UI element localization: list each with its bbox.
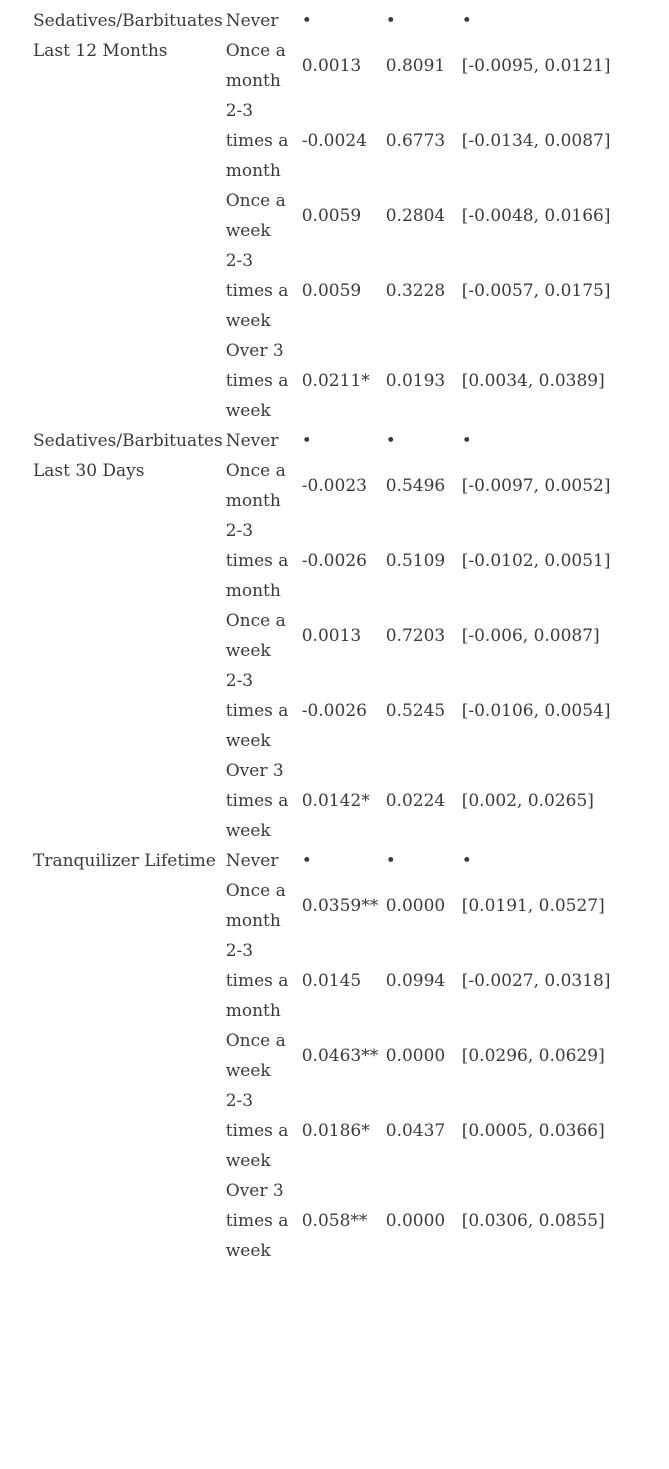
confidence-interval-cell: [-0.0027, 0.0318]: [461, 971, 611, 991]
coefficient-cell: •: [301, 851, 312, 871]
coefficient-cell: 0.0145: [301, 971, 362, 991]
level-cell: Once a week: [225, 191, 286, 241]
p-value-cell: 0.0437: [385, 1121, 446, 1141]
level-cell: Once a month: [225, 881, 286, 931]
coefficient-cell: 0.0059: [301, 206, 362, 226]
confidence-interval-cell: [-0.0134, 0.0087]: [461, 131, 611, 151]
p-value-cell: 0.0994: [385, 971, 446, 991]
confidence-interval-cell: [0.0296, 0.0629]: [461, 1046, 605, 1066]
coefficient-cell: 0.0142*: [301, 791, 370, 811]
p-value-cell: 0.8091: [385, 56, 446, 76]
p-value-cell: 0.0224: [385, 791, 446, 811]
p-value-cell: •: [385, 431, 396, 451]
confidence-interval-cell: [-0.0106, 0.0054]: [461, 701, 611, 721]
confidence-interval-cell: [-0.0095, 0.0121]: [461, 56, 611, 76]
level-cell: 2-3 times a week: [225, 251, 289, 331]
level-cell: 2-3 times a month: [225, 101, 289, 181]
level-cell: 2-3 times a week: [225, 1091, 289, 1171]
confidence-interval-cell: •: [461, 851, 472, 871]
level-cell: 2-3 times a month: [225, 941, 289, 1021]
p-value-cell: •: [385, 11, 396, 31]
p-value-cell: 0.7203: [385, 626, 446, 646]
variable-name: Tranquilizer Lifetime: [33, 851, 216, 871]
level-cell: Once a week: [225, 1031, 286, 1081]
p-value-cell: 0.0193: [385, 371, 446, 391]
p-value-cell: 0.5109: [385, 551, 446, 571]
variable-name: Sedatives/Barbituates Last 12 Months: [33, 11, 223, 61]
coefficient-cell: -0.0024: [301, 131, 367, 151]
confidence-interval-cell: •: [461, 11, 472, 31]
coefficient-cell: •: [301, 431, 312, 451]
level-cell: Once a month: [225, 41, 286, 91]
confidence-interval-cell: [-0.006, 0.0087]: [461, 626, 600, 646]
p-value-cell: 0.3228: [385, 281, 446, 301]
p-value-cell: 0.5245: [385, 701, 446, 721]
level-cell: 2-3 times a month: [225, 521, 289, 601]
coefficient-cell: 0.0359**: [301, 896, 379, 916]
coefficient-cell: 0.0013: [301, 626, 362, 646]
confidence-interval-cell: [0.0005, 0.0366]: [461, 1121, 605, 1141]
confidence-interval-cell: •: [461, 431, 472, 451]
coefficient-cell: •: [301, 11, 312, 31]
confidence-interval-cell: [-0.0097, 0.0052]: [461, 476, 611, 496]
table-row: [30, 426, 614, 456]
regression-table: [30, 6, 614, 1266]
level-cell: Over 3 times a week: [225, 341, 289, 421]
confidence-interval-cell: [0.0191, 0.0527]: [461, 896, 605, 916]
table-row: [30, 846, 614, 876]
confidence-interval-cell: [-0.0102, 0.0051]: [461, 551, 611, 571]
level-cell: 2-3 times a week: [225, 671, 289, 751]
level-cell: Never: [225, 431, 279, 451]
p-value-cell: 0.0000: [385, 1211, 446, 1231]
level-cell: Never: [225, 851, 279, 871]
p-value-cell: 0.6773: [385, 131, 446, 151]
p-value-cell: •: [385, 851, 396, 871]
coefficient-cell: 0.0211*: [301, 371, 370, 391]
confidence-interval-cell: [0.002, 0.0265]: [461, 791, 594, 811]
confidence-interval-cell: [0.0034, 0.0389]: [461, 371, 605, 391]
level-cell: Over 3 times a week: [225, 761, 289, 841]
variable-name: Sedatives/Barbituates Last 30 Days: [33, 431, 223, 481]
level-cell: Over 3 times a week: [225, 1181, 289, 1261]
level-cell: Once a week: [225, 611, 286, 661]
coefficient-cell: 0.0059: [301, 281, 362, 301]
confidence-interval-cell: [-0.0057, 0.0175]: [461, 281, 611, 301]
coefficient-cell: 0.0463**: [301, 1046, 379, 1066]
p-value-cell: 0.0000: [385, 1046, 446, 1066]
coefficient-cell: 0.0013: [301, 56, 362, 76]
level-cell: Once a month: [225, 461, 286, 511]
coefficient-cell: 0.0186*: [301, 1121, 370, 1141]
coefficient-cell: 0.058**: [301, 1211, 368, 1231]
coefficient-cell: -0.0023: [301, 476, 367, 496]
p-value-cell: 0.5496: [385, 476, 446, 496]
confidence-interval-cell: [0.0306, 0.0855]: [461, 1211, 605, 1231]
table-row: [30, 6, 614, 36]
p-value-cell: 0.0000: [385, 896, 446, 916]
p-value-cell: 0.2804: [385, 206, 446, 226]
coefficient-cell: -0.0026: [301, 701, 367, 721]
coefficient-cell: -0.0026: [301, 551, 367, 571]
confidence-interval-cell: [-0.0048, 0.0166]: [461, 206, 611, 226]
level-cell: Never: [225, 11, 279, 31]
